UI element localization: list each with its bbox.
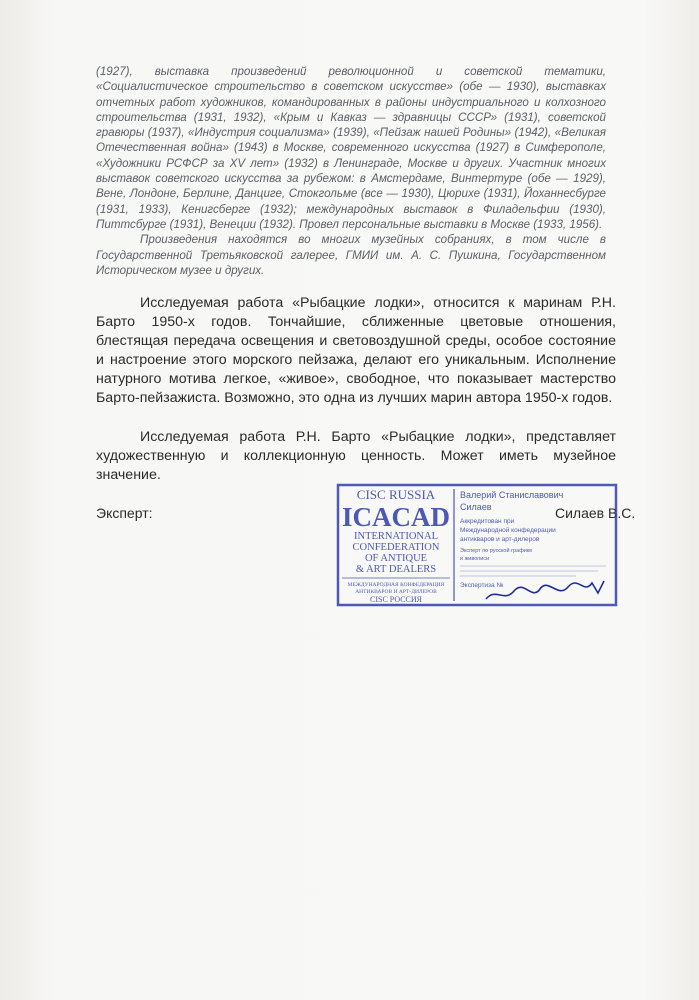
stamp-cisc-russia: CISC RUSSIA <box>356 487 436 502</box>
biography-paragraph-exhibitions: (1927), выставка произведений революционной и советской тематики, «Социалистическое строительство в советском искусстве» (обе — 1930), выставках отчетных работ художников, командированных в районы индустриального и колхозного строительства (1931, 1932), «Крым и Кавказ — здравницы СССР» (1931), советской гравюры (1937), «Индустрия социализма» (1939), «Пейзаж нашей Родины» (1942), «Великая Отечественная война» (1943) в Москве, современного искусства (1927) в Симферополе, «Художники РСФСР за XV лет» (1932) в Ленинграде, Москве и других. Участник многих выставок советского искусства за рубежом: в Амстердаме, Винтертуре (обе — 1929), Вене, Лондоне, Берлине, Данциге, Стокгольме (все — 1930), Цюрихе (1931), Йоханнесбурге (1931, 1933), Кенигсберге (1932); международных выставок в Филадельфии (1930), Питтсбурге (1931), Венеции (1932). Провел персональные выставки в Москве (1933, 1956). <box>96 65 606 231</box>
stamp-line-dealers: & ART DEALERS <box>355 564 437 575</box>
artist-biography <box>96 64 606 278</box>
stamp-info-expert: Эксперт по русской графике <box>460 548 533 554</box>
stamp-line-ru-confederation: МЕЖДУНАРОДНАЯ КОНФЕДЕРАЦИЯ <box>347 582 445 588</box>
stamp-info-accredited: Аккредитован при <box>460 518 515 525</box>
stamp-line-confederation: CONFEDERATION <box>352 542 440 553</box>
stamp-info-expertise-number: Экспертиза № <box>460 582 504 589</box>
stamp-line-antique: OF ANTIQUE <box>364 553 428 564</box>
stamp-person-name: Валерий Станиславович <box>460 490 564 500</box>
handwritten-signature <box>486 581 604 599</box>
stamp-person-surname: Силаев <box>460 502 492 512</box>
stamp-info-confederation: Международной конфедерации <box>460 527 556 534</box>
expert-label: Эксперт: <box>96 505 153 521</box>
conclusion-paragraph-value: Исследуемая работа Р.Н. Барто «Рыбацкие лодки», представляет художественную и коллекционную ценность. Может иметь музейное значение. <box>96 429 616 483</box>
expert-conclusion <box>96 294 616 505</box>
stamp-line-international: INTERNATIONAL <box>354 531 438 542</box>
expert-name: Силаев В.С. <box>555 505 636 521</box>
conclusion-paragraph-assessment: Исследуемая работа «Рыбацкие лодки», относится к маринам Р.Н. Барто 1950-х годов. Тончайшие, сближенные цветовые отношения, блестящая передача освещения и световоздушной среды, особое состояние и настроение этого морского пейзажа, делают его уникальным. Исполнение натурного мотива легкое, «живое», свободное, что показывает мастерство Барто-пейзажиста. Возможно, это одна из лучших марин автора 1950-х годов. <box>96 295 616 406</box>
stamp-line-cisc-russia: CISC РОССИЯ <box>370 595 422 604</box>
stamp-info-dealers: антикваров и арт-дилеров <box>460 536 540 543</box>
stamp-info-painting: и живописи <box>460 556 490 562</box>
stamp-logo: ICACAD <box>342 502 450 532</box>
biography-paragraph-collections: Произведения находятся во многих музейных собраниях, в том числе в Государственной Третьяковской галерее, ГМИИ им. А. С. Пушкина, Государственном Историческом музее и других. <box>96 233 606 277</box>
expert-stamp <box>336 483 618 607</box>
stamp-line-ru-dealers: АНТИКВАРОВ И АРТ-ДИЛЕРОВ <box>355 589 437 595</box>
stamp-fine-print <box>460 566 606 576</box>
stamp-graphic <box>336 483 618 607</box>
